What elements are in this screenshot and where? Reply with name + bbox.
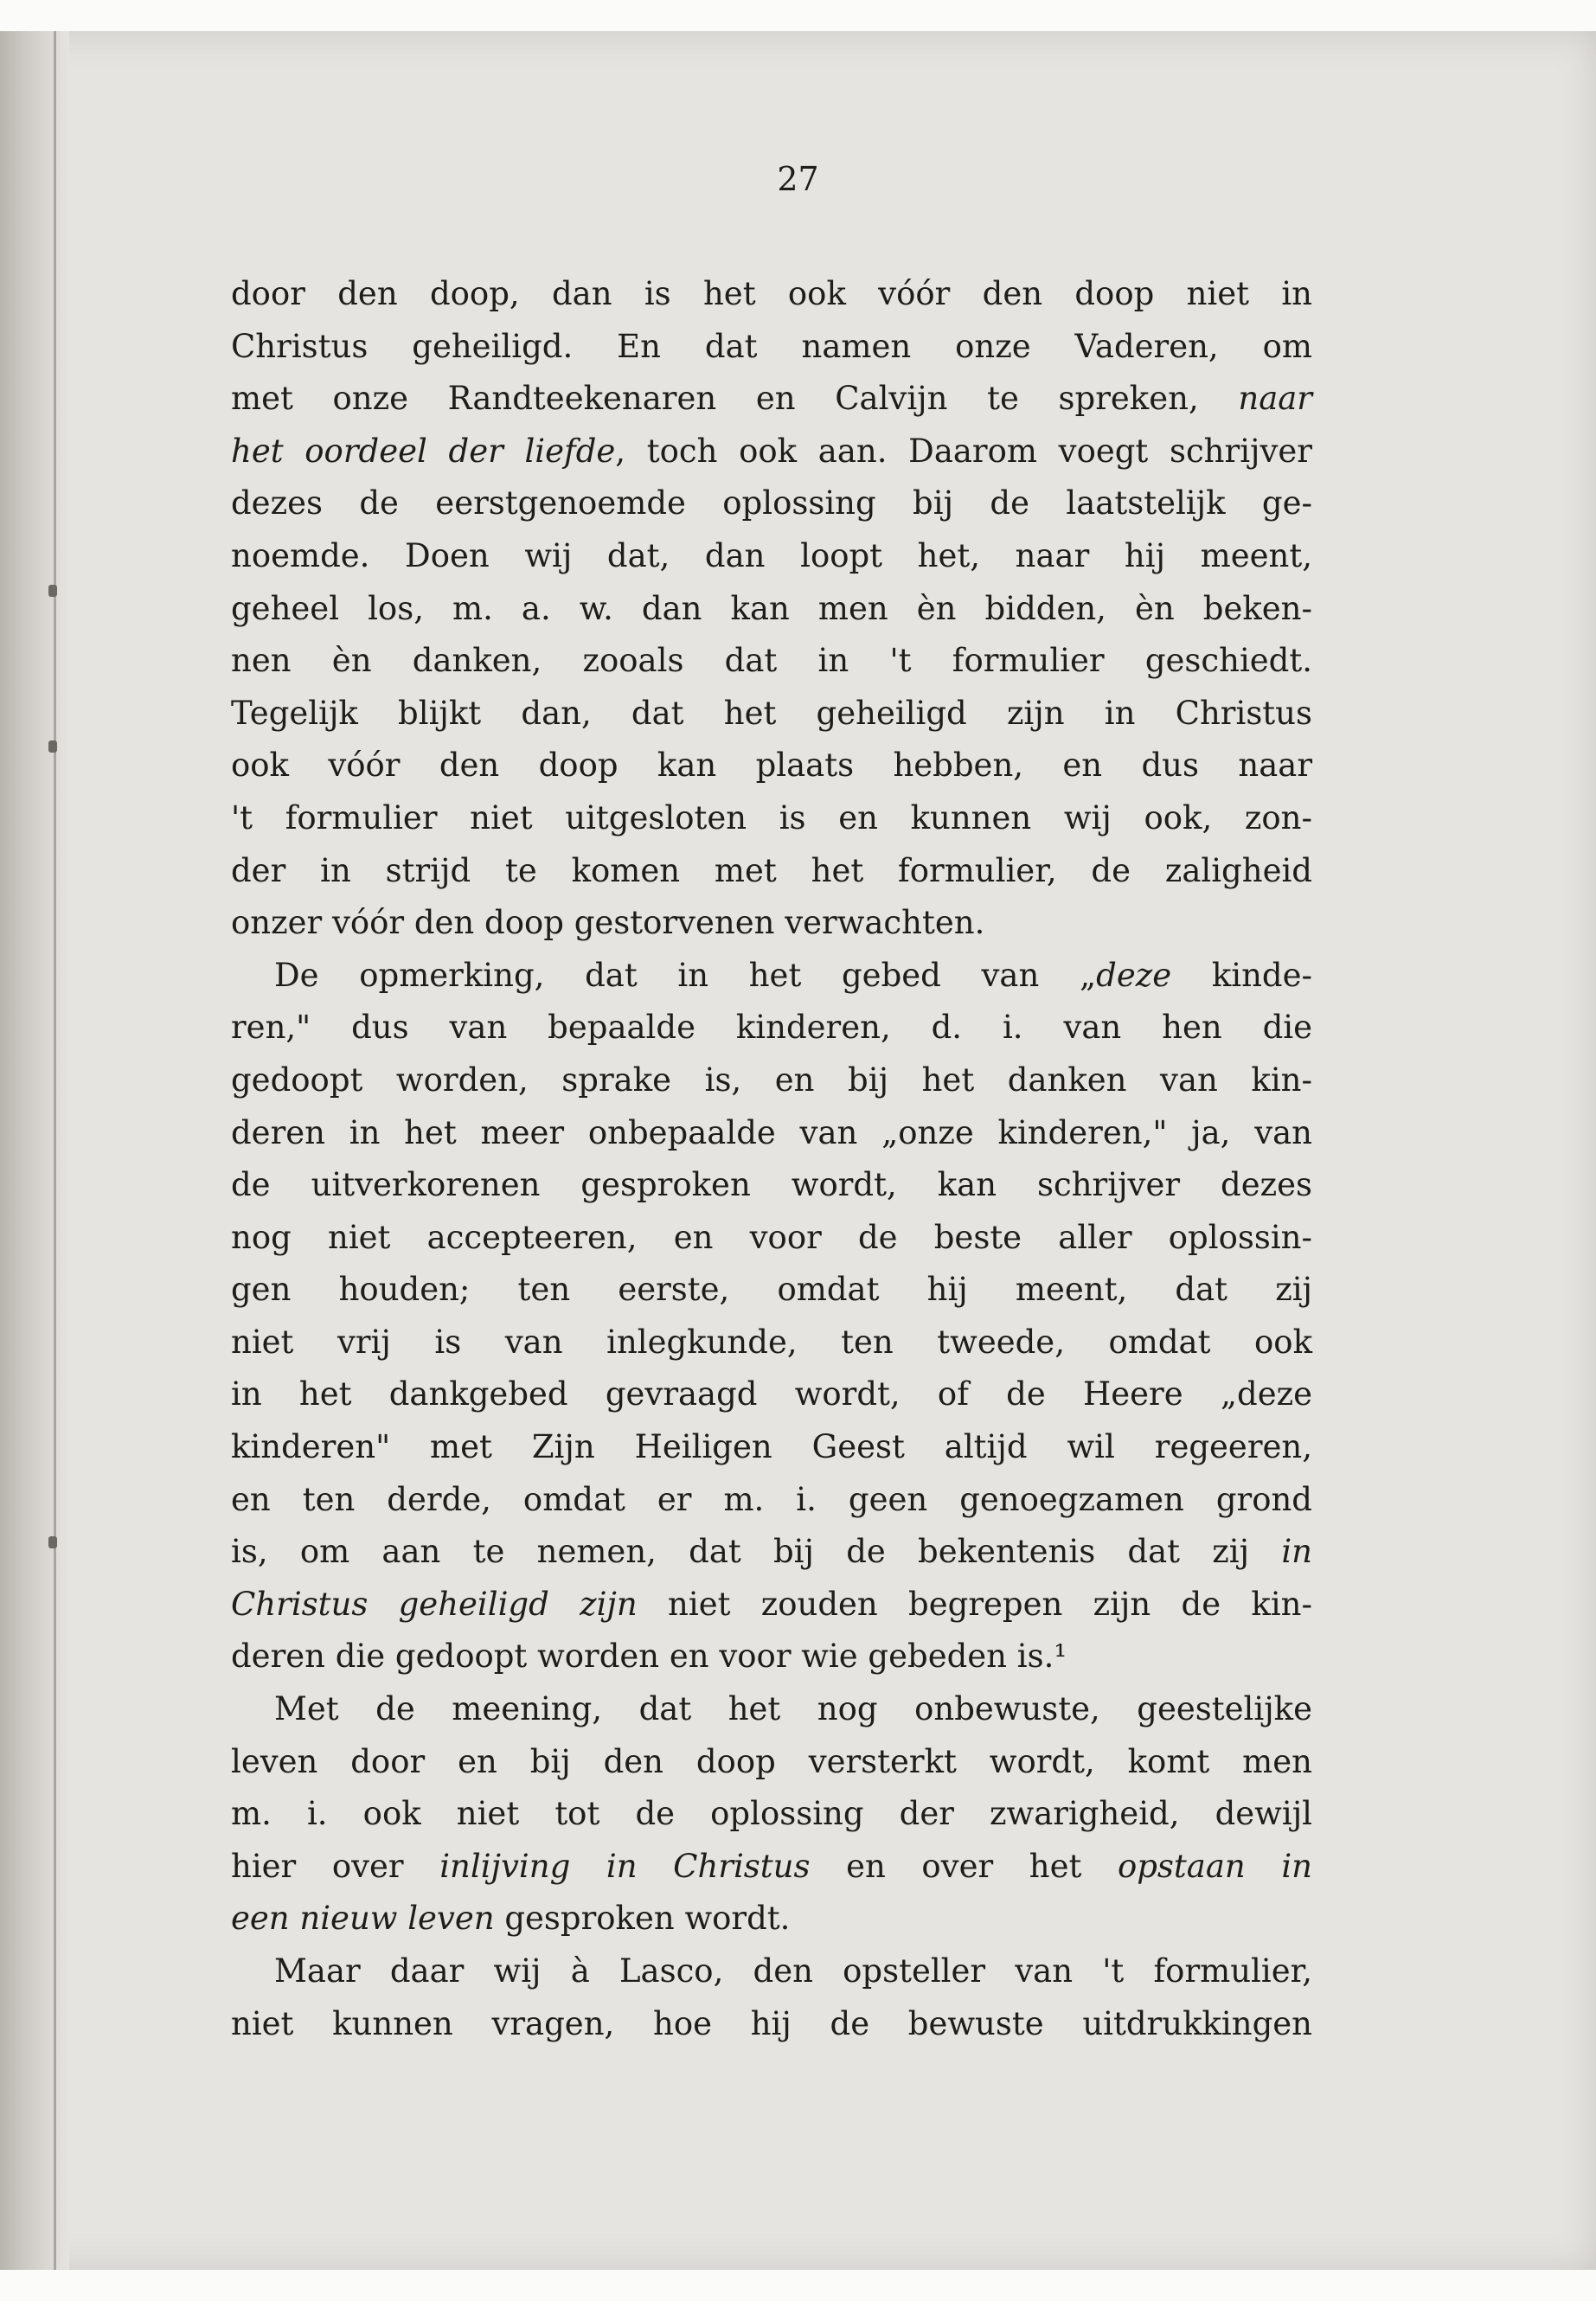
text-line: en ten derde, omdat er m. i. geen genoegzamen grond (231, 1480, 1312, 1518)
text-line: Christus geheiligd zijn niet zouden begrepen zijn de kin- (231, 1585, 1312, 1623)
text-line: gen houden; ten eerste, omdat hij meent, dat zij (231, 1271, 1312, 1309)
text-line: der in strijd te komen met het formulier, de zaligheid (231, 851, 1312, 889)
text-line: noemde. Doen wij dat, dan loopt het, naar hij meent, (231, 536, 1312, 574)
text-line: Tegelijk blijkt dan, dat het geheiligd zijn in Christus (231, 694, 1312, 732)
text-line: in het dankgebed gevraagd wordt, of de Heere „deze (231, 1375, 1312, 1413)
text-line: niet kunnen vragen, hoe hij de bewuste uitdrukkingen (231, 2004, 1312, 2042)
text-line: leven door en bij den doop versterkt wordt, komt men (231, 1742, 1312, 1780)
text-line: 't formulier niet uitgesloten is en kunnen wij ook, zon- (231, 798, 1312, 836)
text-line: De opmerking, dat in het gebed van „deze kinde- (274, 956, 1312, 994)
text-line: geheel los, m. a. w. dan kan men èn bidden, èn beken- (231, 589, 1312, 627)
binding-stitch (48, 585, 57, 597)
text-line: hier over inlijving in Christus en over het opstaan in (231, 1847, 1312, 1885)
text-line: deren in het meer onbepaalde van „onze kinderen," ja, van (231, 1113, 1312, 1151)
text-line: nog niet accepteeren, en voor de beste aller oplossin- (231, 1218, 1312, 1256)
binding-line (54, 31, 56, 2270)
text-line: kinderen" met Zijn Heiligen Geest altijd wil regeeren, (231, 1428, 1312, 1466)
text-line: deren die gedoopt worden en voor wie gebeden is.¹ (231, 1638, 1067, 1676)
text-line: ren," dus van bepaalde kinderen, d. i. van hen die (231, 1009, 1312, 1047)
text-line: niet vrij is van inlegkunde, ten tweede, omdat ook (231, 1323, 1312, 1361)
page-number: 27 (777, 160, 819, 198)
binding-stitch (48, 740, 57, 753)
text-line: is, om aan te nemen, dat bij de bekentenis dat zij in (231, 1533, 1312, 1571)
text-line: Christus geheiligd. En dat namen onze Vaderen, om (231, 327, 1312, 365)
text-line: m. i. ook niet tot de oplossing der zwarigheid, dewijl (231, 1795, 1312, 1833)
gutter-shadow (0, 31, 69, 2270)
text-line: een nieuw leven gesproken wordt. (231, 1900, 791, 1938)
text-line: nen èn danken, zooals dat in 't formulier geschiedt. (231, 642, 1312, 680)
text-line: het oordeel der liefde, toch ook aan. Daarom voegt schrijver (231, 432, 1312, 470)
text-line: door den doop, dan is het ook vóór den doop niet in (231, 275, 1312, 312)
body-text (231, 268, 1312, 2050)
text-line: gedoopt worden, sprake is, en bij het danken van kin- (231, 1061, 1312, 1099)
text-line: Met de meening, dat het nog onbewuste, geestelijke (274, 1690, 1312, 1728)
text-line: Maar daar wij à Lasco, den opsteller van 't formulier, (274, 1952, 1312, 1990)
text-line: ook vóór den doop kan plaats hebben, en dus naar (231, 747, 1312, 785)
text-line: de uitverkorenen gesproken wordt, kan schrijver dezes (231, 1166, 1312, 1204)
text-line: onzer vóór den doop gestorvenen verwachten. (231, 904, 985, 942)
text-line: met onze Randteekenaren en Calvijn te spreken, naar (231, 380, 1312, 418)
text-line: dezes de eerstgenoemde oplossing bij de laatstelijk ge- (231, 484, 1312, 522)
binding-stitch (48, 1536, 57, 1548)
